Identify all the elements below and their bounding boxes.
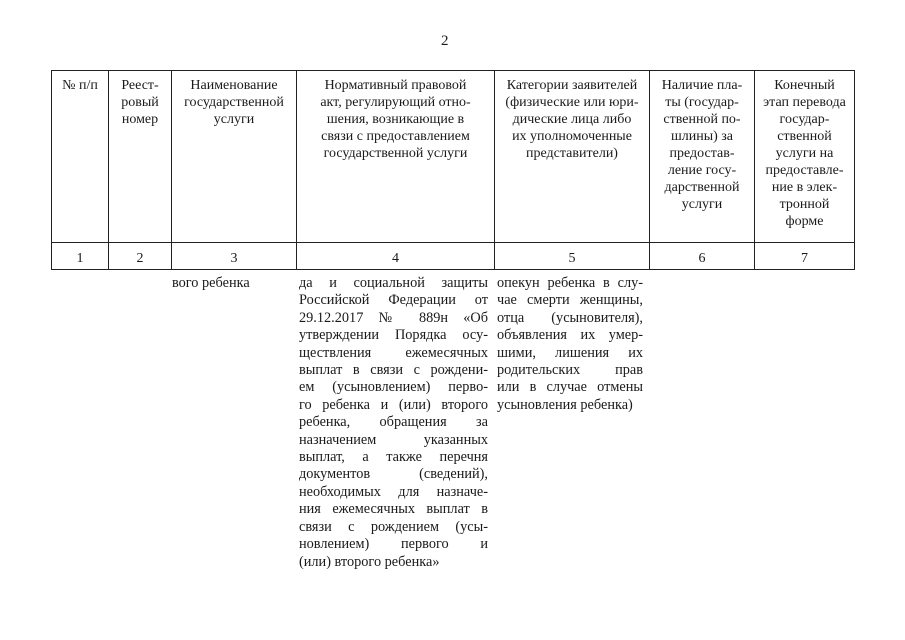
column-number: 4 [297, 243, 495, 270]
header-cell [109, 71, 172, 243]
text-line: 29.12.2017 № 889н «Об [299, 309, 488, 326]
header-text: Нормативный правовой акт, регулирующий отно- шения, возникающие в связи с предоставлением государственной услуги [320, 78, 471, 161]
legal-act-continuation [299, 275, 488, 571]
page-number: 2 [441, 33, 449, 49]
text-line: вого ребенка [172, 275, 250, 291]
header-cell [495, 71, 650, 243]
text-line: родительских прав [497, 362, 643, 379]
column-number: 1 [52, 243, 109, 270]
text-line: связи с рождением (усы- [299, 518, 488, 535]
column-number: 6 [650, 243, 755, 270]
text-line: го ребенка и (или) второго [299, 396, 488, 413]
text-line: отца (усыновителя), [497, 309, 643, 326]
service-name-continuation [172, 275, 290, 292]
text-line: чае смерти женщины, [497, 292, 643, 309]
text-line: объявления их умер- [497, 327, 643, 344]
header-cell [52, 71, 109, 243]
text-line: ем (усыновлением) перво- [299, 379, 488, 396]
text-line: шими, лишения их [497, 344, 643, 361]
text-line: необходимых для назначе- [299, 483, 488, 500]
header-text: Категории заявителей (физические или юри- дические лица либо их уполномоченные представители) [505, 78, 639, 161]
text-line: опекун ребенка в слу- [497, 275, 643, 291]
header-cell [755, 71, 855, 243]
column-number: 3 [172, 243, 297, 270]
header-text: Конечный этап перевода государ- ственной услуги на предоставле- ние в элек- тронной форме [763, 78, 846, 229]
applicant-categories-continuation [497, 275, 643, 414]
services-table [51, 70, 855, 270]
header-cell [172, 71, 297, 243]
column-number: 2 [109, 243, 172, 270]
text-line: или в случае отмены [497, 379, 643, 396]
text-line: ния ежемесячных выплат в [299, 501, 488, 518]
text-line: новлением) первого и [299, 536, 488, 553]
header-text: № п/п [62, 78, 98, 93]
text-line: выплат в связи с рождени- [299, 362, 488, 379]
header-text: Реест- ровый номер [121, 78, 159, 127]
column-number: 7 [755, 243, 855, 270]
column-number-row [52, 243, 855, 270]
text-line: назначением указанных [299, 431, 488, 448]
text-line: ребенка, обращения за [299, 414, 488, 431]
header-cell [650, 71, 755, 243]
text-line: утверждении Порядка осу- [299, 327, 488, 344]
text-line: да и социальной защиты [299, 275, 488, 291]
text-line: документов (сведений), [299, 466, 488, 483]
table-header-row [52, 71, 855, 243]
column-number: 5 [495, 243, 650, 270]
header-text: Наличие пла- ты (государ- ственной по- шлины) за предостав- ление госу- дарственной услуги [661, 78, 743, 212]
text-line: выплат, а также перечня [299, 449, 488, 466]
header-text: Наименование государственной услуги [184, 78, 284, 127]
text-line: ществления ежемесячных [299, 344, 488, 361]
text-line: Российской Федерации от [299, 292, 488, 309]
text-line: (или) второго ребенка» [299, 553, 440, 570]
text-line: усыновления ребенка) [497, 396, 633, 413]
header-cell [297, 71, 495, 243]
